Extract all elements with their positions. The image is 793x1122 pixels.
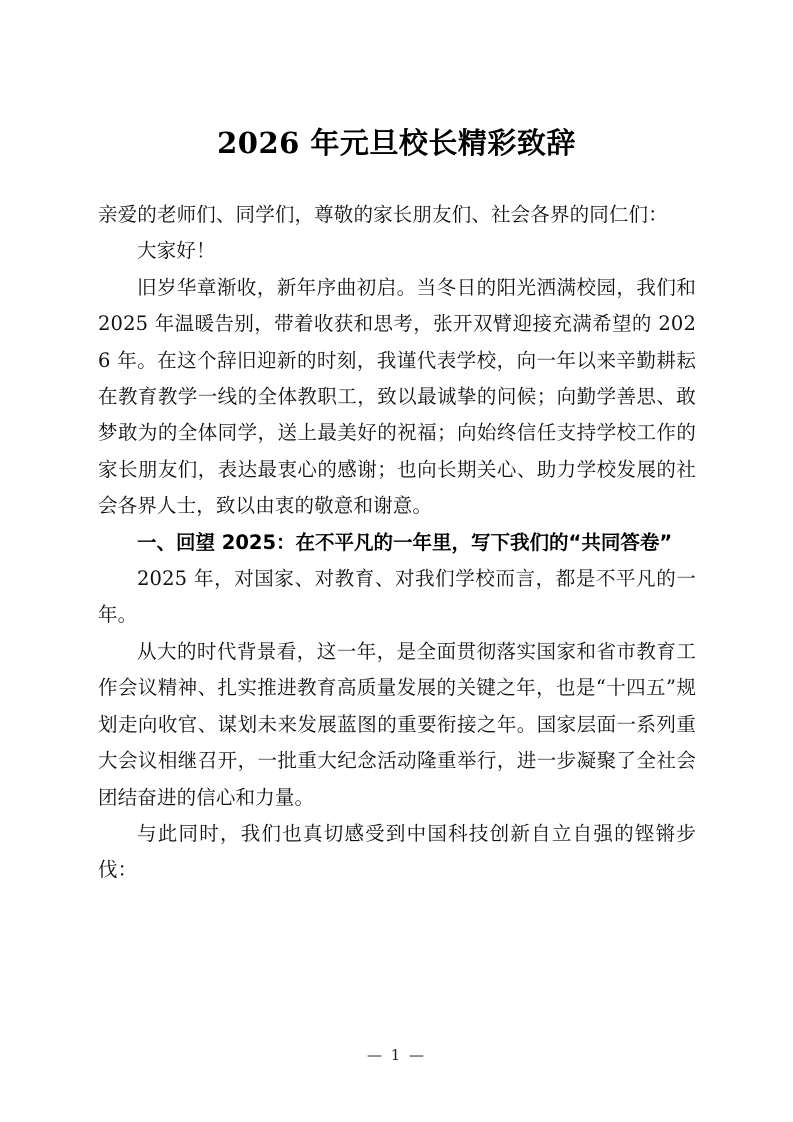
paragraph-opening: 旧岁华章渐收，新年序曲初启。当冬日的阳光洒满校园，我们和 2025 年温暖告别，带着收获和思考，张开双臂迎接充满希望的 2026 年。在这个辞旧迎新的时刻，我谨代表学校，向一年以来辛勤耕耘在教育教学一线的全体教职工，致以最诚挚的问候；向勤学善思、敢梦敢为的全体同学，送上最美好的祝福；向始终信任支持学校工作的家长朋友们，表达最衷心的感谢；也向长期关心、助力学校发展的社会各界人士，致以由衷的敬意和谢意。 — [98, 275, 696, 518]
document-body — [98, 197, 696, 889]
page-title: 2026 年元旦校长精彩致辞 — [217, 126, 576, 161]
paragraph-section-one-3: 与此同时，我们也真切感受到中国科技创新自立自强的铿锵步伐： — [98, 821, 696, 882]
section-heading-one: 一、回望 2025：在不平凡的一年里，写下我们的“共同答卷” — [137, 530, 673, 554]
paragraph-salutation: 亲爱的老师们、同学们，尊敬的家长朋友们、社会各界的同仁们： — [98, 203, 668, 226]
paragraph-section-one-2: 从大的时代背景看，这一年，是全面贯彻落实国家和省市教育工作会议精神、扎实推进教育高质量发展的关键之年，也是“十四五”规划走向收官、谋划未来发展蓝图的重要衔接之年。国家层面一系列重大会议相继召开，一批重大纪念活动隆重举行，进一步凝聚了全社会团结奋进的信心和力量。 — [98, 639, 696, 809]
page-number: — 1 — — [366, 1046, 427, 1064]
paragraph-greeting: 大家好！ — [137, 239, 216, 263]
paragraph-section-one-1: 2025 年，对国家、对教育、对我们学校而言，都是不平凡的一年。 — [98, 567, 696, 627]
